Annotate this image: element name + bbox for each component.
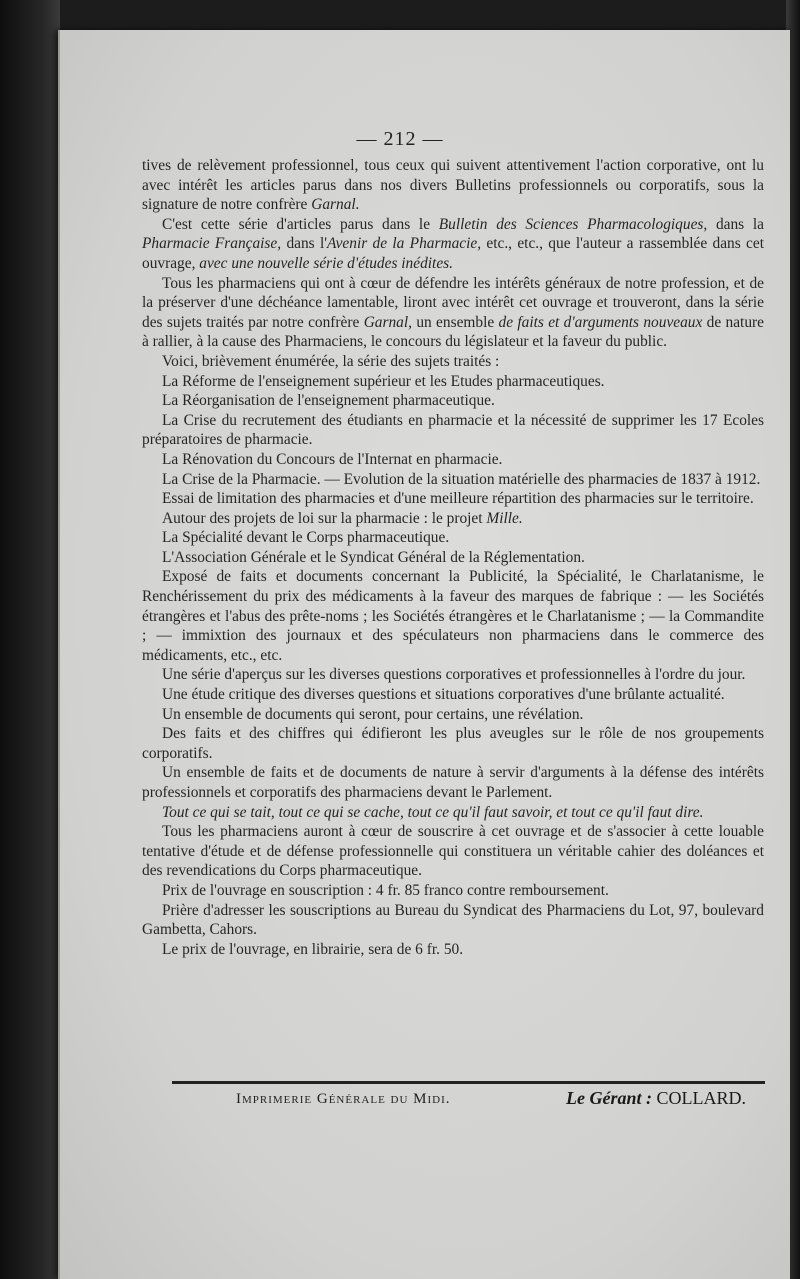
motto: Tout ce qui se tait, tout ce qui se cache, tout ce qu'il faut savoir, et tout ce qu'il faut dire. bbox=[162, 803, 704, 821]
gerant-label: Le Gérant : bbox=[566, 1088, 652, 1108]
paragraph: Voici, brièvement énumérée, la série des sujets traités : bbox=[162, 352, 500, 370]
page-number: — 212 — bbox=[356, 128, 444, 150]
price-line: Prix de l'ouvrage en souscription : 4 fr. 85 franco contre remboursement. bbox=[162, 881, 609, 899]
list-item: La Spécialité devant le Corps pharmaceutique. bbox=[162, 529, 450, 547]
paragraph: Tous les pharmaciens qui ont à cœur de défendre les intérêts généraux de notre profession, et de la préserver d'une déchéance lamentable, liront avec intérêt cet ouvrage et trouveront, dans la série des sujets traités par notre confrère Garnal, un ensemble de faits et d'arguments nouveaux de nature à rallier, à la cause des Pharmaciens, le concours du législateur et la faveur du public. bbox=[142, 274, 764, 351]
list-item: La Réorganisation de l'enseignement pharmaceutique. bbox=[162, 392, 495, 410]
footer-rule bbox=[172, 1081, 765, 1084]
gerant-name: COLLARD. bbox=[656, 1088, 746, 1108]
list-item: Autour des projets de loi sur la pharmacie : le projet Mille. bbox=[162, 509, 523, 527]
list-item: Exposé de faits et documents concernant la Publicité, la Spécialité, le Charlatanisme, le Renchérissement du prix des médicaments à la faveur des marques de fabrique : — les Sociétés étrangères et l'abus des prête-noms ; les Sociétés étrangères et le Charlatanisme ; — la Commandite ; — immixtion des journaux et des spéculateurs non pharmaciens dans le commerce des médicaments, etc., etc. bbox=[142, 568, 764, 664]
list-item: La Réforme de l'enseignement supérieur et les Etudes pharmaceutiques. bbox=[162, 372, 605, 390]
paragraph: Tous les pharmaciens auront à cœur de souscrire à cet ouvrage et de s'associer à cette louable tentative d'étude et de défense professionnelle qui constituera un véritable cahier des doléances et des revendications du Corps pharmaceutique. bbox=[142, 823, 764, 880]
list-item: Des faits et des chiffres qui édifieront les plus aveugles sur le rôle de nos groupements corporatifs. bbox=[142, 725, 764, 762]
list-item: Un ensemble de faits et de documents de nature à servir d'arguments à la défense des intérêts professionnels et corporatifs des pharmaciens devant le Parlement. bbox=[142, 764, 764, 801]
paragraph: C'est cette série d'articles parus dans le Bulletin des Sciences Pharmacologiques, dans la Pharmacie Française, dans l'Avenir de la Pharmacie, etc., etc., que l'auteur a rassemblée dans cet ouvrage, avec une nouvelle série d'études inédites. bbox=[142, 215, 764, 272]
list-item: L'Association Générale et le Syndicat Général de la Réglementation. bbox=[162, 548, 585, 566]
list-item: Un ensemble de documents qui seront, pour certains, une révélation. bbox=[162, 705, 584, 723]
list-item: La Rénovation du Concours de l'Internat en pharmacie. bbox=[162, 450, 503, 468]
body-text bbox=[142, 156, 764, 959]
list-item: Une série d'aperçus sur les diverses questions corporatives et professionnelles à l'ordre du jour. bbox=[162, 666, 746, 684]
address-line: Prière d'adresser les souscriptions au Bureau du Syndicat des Pharmaciens du Lot, 97, boulevard Gambetta, Cahors. bbox=[142, 901, 764, 939]
book-spine bbox=[0, 0, 60, 1279]
paragraph: tives de relèvement professionnel, tous ceux qui suivent attentivement l'action corporative, ont lu avec intérêt les articles parus dans nos divers Bulletins professionnels ou corporatifs, sous la signature de notre confrère Garnal. bbox=[142, 157, 764, 214]
printer-name: Imprimerie Générale du Midi. bbox=[236, 1091, 451, 1107]
list-item: La Crise du recrutement des étudiants en pharmacie et la nécessité de supprimer les 17 Ecoles préparatoires de pharmacie. bbox=[142, 411, 764, 449]
list-item: La Crise de la Pharmacie. — Evolution de la situation matérielle des pharmacies de 1837 à 1912. bbox=[162, 470, 761, 488]
gerant-signature bbox=[566, 1088, 746, 1109]
price-line: Le prix de l'ouvrage, en librairie, sera de 6 fr. 50. bbox=[162, 940, 464, 958]
list-item: Une étude critique des diverses questions et situations corporatives d'une brûlante actualité. bbox=[162, 686, 725, 704]
list-item: Essai de limitation des pharmacies et d'une meilleure répartition des pharmacies sur le territoire. bbox=[162, 490, 754, 508]
